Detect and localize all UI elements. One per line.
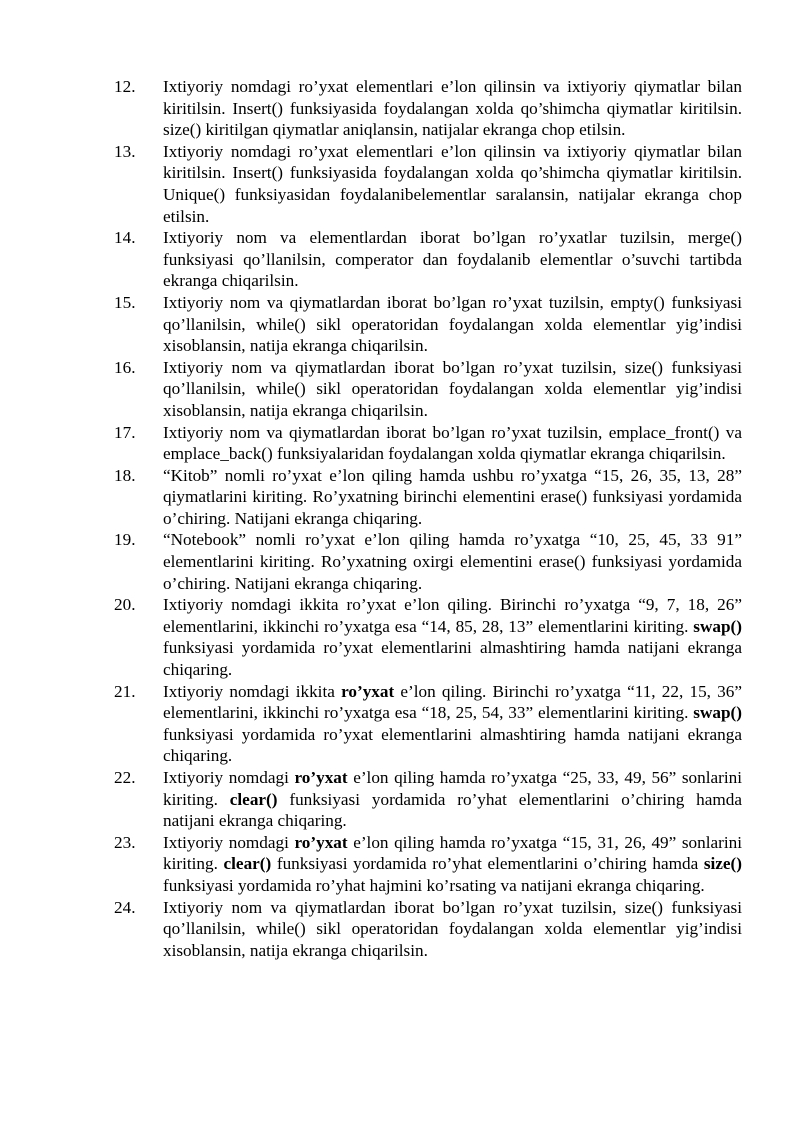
list-item	[0, 681, 800, 767]
item-number: 13.	[114, 141, 136, 161]
item-text	[163, 767, 742, 832]
item-number: 20.	[114, 595, 136, 615]
bold-term: ro’yxat	[294, 768, 348, 787]
item-number: 23.	[114, 832, 136, 852]
text-run: “Notebook” nomli ro’yxat e’lon qiling hamda ro’yxatga “10, 25, 45, 33 91” elementlarini kiriting. Ro’yxatning oxirgi elementini erase() funksiyasi yordamida o’chiring. Natijani ekranga chiqaring.	[163, 530, 742, 593]
bold-term: swap()	[693, 703, 742, 723]
item-text	[163, 357, 742, 422]
text-run: Ixtiyoriy nomdagi	[163, 768, 295, 787]
text-run: Ixtiyoriy nomdagi ikkita	[163, 681, 342, 701]
item-text	[163, 681, 742, 767]
item-number: 12.	[114, 77, 136, 96]
list-item	[0, 832, 800, 897]
list-item	[0, 529, 800, 594]
item-text	[163, 141, 742, 227]
text-run: funksiyasi yordamida ro’yhat elementlarini o’chiring hamda	[271, 854, 704, 874]
text-run: Ixtiyoriy nomdagi ro’yxat elementlari e’lon qilinsin va ixtiyoriy qiymatlar bilan kiritilsin. Insert() funksiyasida foydalangan xolda qo’shimcha qiymatlar kiritilsin. Unique() funksiyasidan foydalanibelementlar saralansin, natijalar ekranga chop etilsin.	[163, 141, 742, 226]
task-list	[0, 76, 800, 961]
list-item	[0, 422, 800, 465]
list-item	[0, 357, 800, 422]
item-text	[163, 897, 742, 962]
item-text	[163, 292, 742, 357]
list-item	[0, 897, 800, 962]
item-number: 17.	[114, 422, 136, 442]
bold-term: clear()	[229, 789, 278, 809]
text-run: Ixtiyoriy nom va elementlardan iborat bo’lgan ro’yxatlar tuzilsin, merge() funksiyasi qo’llanilsin, comperator dan foydalanib elementlar o’suvchi tartibda ekranga chiqarilsin.	[163, 228, 742, 291]
item-number: 19.	[114, 530, 136, 550]
text-run: Ixtiyoriy nom va qiymatlardan iborat bo’lgan ro’yxat tuzilsin, empty() funksiyasi qo’llanilsin, while() sikl operatoridan foydalangan xolda elementlar yig’indisi xisoblansin, natija ekranga chiqarilsin.	[163, 292, 742, 356]
text-run: funksiyasi yordamida ro’yxat elementlarini almashtiring hamda natijani ekranga chiqaring.	[163, 638, 742, 680]
item-text	[163, 529, 742, 594]
text-run: funksiyasi yordamida ro’yxat elementlarini almashtiring hamda natijani ekranga chiqaring.	[163, 724, 742, 766]
list-item	[0, 465, 800, 530]
bold-term: swap()	[693, 616, 742, 636]
item-number: 21.	[114, 681, 136, 701]
item-text	[163, 832, 742, 897]
list-item	[0, 767, 800, 832]
list-item	[0, 292, 800, 357]
bold-term: ro’yxat	[341, 681, 395, 701]
item-text	[163, 594, 742, 680]
item-text	[163, 465, 742, 530]
item-text	[163, 422, 742, 465]
list-item	[0, 141, 800, 227]
list-item	[0, 227, 800, 292]
item-number: 14.	[114, 228, 136, 248]
text-run: funksiyasi yordamida ro’yhat elementlarini o’chiring hamda natijani ekranga chiqaring.	[163, 789, 742, 831]
text-run: e’lon qiling. Birinchi ro’yxatga “11, 22, 15, 36” elementlarini, ikkinchi ro’yxatga esa “18, 25, 54, 33” elementlarini kiriting.	[163, 681, 742, 723]
text-run: “Kitob” nomli ro’yxat e’lon qiling hamda ushbu ro’yxatga “15, 26, 35, 13, 28” qiymatlarini kiriting. Ro’yxatning birinchi elementini erase() funksiyasi yordamida o’chiring. Natijani ekranga chiqaring.	[163, 465, 742, 528]
text-run: Ixtiyoriy nomdagi ro’yxat elementlari e’lon qilinsin va ixtiyoriy qiymatlar bilan kiritilsin. Insert() funksiyasida foydalangan xolda qo’shimcha qiymatlar kiritilsin. size() kiritilgan qiymatlar aniqlansin, natijalar ekranga chop etilsin.	[163, 77, 742, 140]
text-run: e’lon qiling hamda ro’yxatga “25, 33, 49, 56” sonlarini kiriting.	[163, 768, 742, 809]
item-text	[163, 76, 742, 141]
bold-term: size()	[703, 854, 742, 874]
item-number: 16.	[114, 357, 136, 377]
text-run: Ixtiyoriy nom va qiymatlardan iborat bo’lgan ro’yxat tuzilsin, size() funksiyasi qo’llanilsin, while() sikl operatoridan foydalangan xolda elementlar yig’indisi xisoblansin, natija ekranga chiqarilsin.	[163, 897, 742, 960]
bold-term: clear()	[223, 854, 272, 874]
text-run: Ixtiyoriy nomdagi	[163, 832, 295, 852]
text-run: Ixtiyoriy nom va qiymatlardan iborat bo’lgan ro’yxat tuzilsin, size() funksiyasi qo’llanilsin, while() sikl operatoridan foydalangan xolda elementlar yig’indisi xisoblansin, natija ekranga chiqarilsin.	[163, 357, 742, 420]
list-item	[0, 76, 800, 141]
item-number: 24.	[114, 897, 136, 917]
text-run: funksiyasi yordamida ro’yhat hajmini ko’rsating va natijani ekranga chiqaring.	[163, 875, 705, 895]
text-run: e’lon qiling hamda ro’yxatga “15, 31, 26, 49” sonlarini kiriting.	[163, 832, 742, 874]
item-number: 22.	[114, 768, 136, 787]
text-run: Ixtiyoriy nomdagi ikkita ro’yxat e’lon qiling. Birinchi ro’yxatga “9, 7, 18, 26” elementlarini, ikkinchi ro’yxatga esa “14, 85, 28, 13” elementlarini kiriting.	[163, 595, 742, 636]
text-run: Ixtiyoriy nom va qiymatlardan iborat bo’lgan ro’yxat tuzilsin, emplace_front() va emplace_back() funksiyalaridan foydalangan xolda qiymatlar ekranga chiqarilsin.	[163, 422, 742, 464]
bold-term: ro’yxat	[294, 832, 348, 852]
list-item	[0, 594, 800, 680]
item-number: 15.	[114, 292, 136, 312]
item-number: 18.	[114, 465, 136, 485]
item-text	[163, 227, 742, 292]
